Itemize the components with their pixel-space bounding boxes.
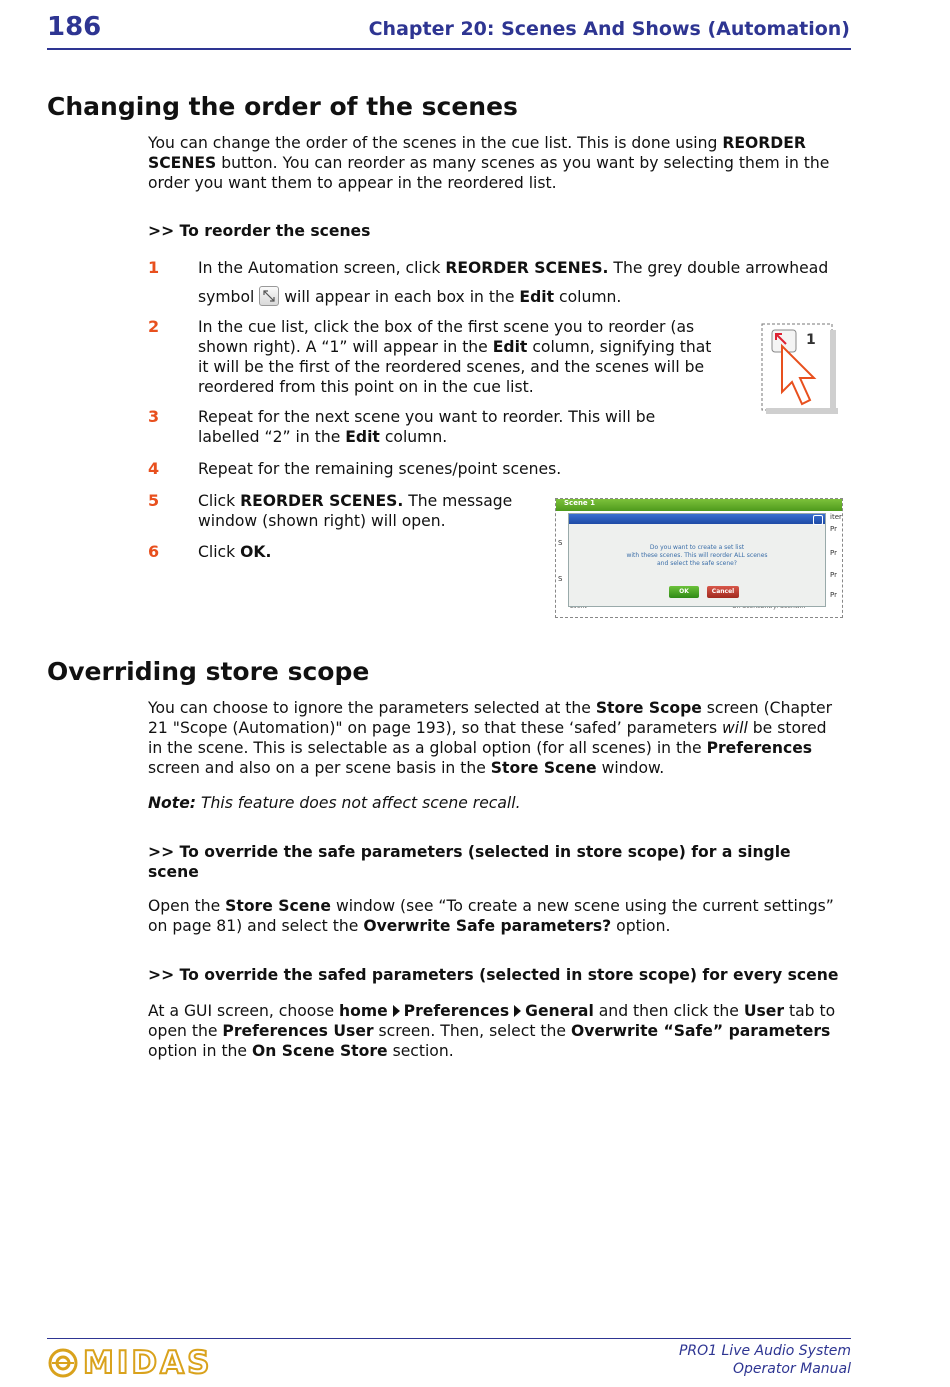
ok-button[interactable]: OK [669, 586, 699, 598]
step-number: 5 [148, 491, 160, 510]
step-1: 1 In the Automation screen, click REORDER SCENES. The grey double arrowhead symbol will appear in each box in the Edit column. [148, 258, 829, 306]
chapter-title: Chapter 20: Scenes And Shows (Automation) [368, 18, 850, 40]
menu-arrow-icon [393, 1005, 400, 1017]
procedure-title-single-scene: >> To override the safe parameters (selected in store scope) for a single scene [148, 843, 791, 881]
logo-text: MIDAS [83, 1345, 213, 1381]
store-scope-intro: You can choose to ignore the parameters selected at the Store Scope screen (Chapter 21 "Scope (Automation)" on page 193), so that these ‘safed’ parameters will be stored in the scene. This is selectable as a global option (for all scenes) in the Preferences screen and also on a per scene basis in the Store Scene window. [148, 699, 833, 777]
step-number: 3 [148, 407, 160, 426]
close-icon[interactable] [813, 515, 823, 525]
cursor-figure-label: 1 [806, 332, 816, 348]
header-rule [47, 48, 851, 50]
step-number: 1 [148, 258, 160, 277]
footer-manual: Operator Manual [733, 1361, 851, 1377]
step-number: 4 [148, 459, 160, 478]
every-scene-body: At a GUI screen, choose home Preferences General and then click the User tab to open the Preferences User screen. Then, select the Overwrite “Safe” parameters option in the On Scene Store section. [148, 1002, 836, 1060]
menu-arrow-icon [514, 1005, 521, 1017]
dialog-titlebar: Scene 1 [556, 499, 842, 511]
midas-logo [47, 1345, 247, 1381]
procedure-title-reorder: >> To reorder the scenes [148, 222, 371, 240]
note: Note: This feature does not affect scene recall. [148, 794, 521, 812]
single-scene-body: Open the Store Scene window (see “To create a new scene using the current settings” on page 81) and select the Overwrite Safe parameters? option. [148, 897, 834, 935]
cursor-edit-figure [758, 320, 842, 418]
message-window [568, 513, 826, 607]
double-arrowhead-icon [259, 286, 279, 306]
footer-product: PRO1 Live Audio System [678, 1343, 851, 1359]
step-number: 6 [148, 542, 160, 561]
cancel-button[interactable]: Cancel [707, 586, 739, 598]
reorder-intro: You can change the order of the scenes in the cue list. This is done using REORDER SCENES button. You can reorder as many scenes as you want by selecting them in the order you want them to appear in the reordered list. [148, 134, 830, 192]
section-title-reorder: Changing the order of the scenes [47, 92, 518, 121]
reorder-dialog-figure: Scene 1 S S iter Pr Pr Pr Pr Do you want to create a set list with these scenes. This will reorder ALL scenes and select the safe scene? OK Cancel [555, 498, 843, 618]
page-number: 186 [47, 12, 102, 42]
dialog-message: Do you want to create a set list with these scenes. This will reorder ALL scenes and select the safe scene? [626, 544, 768, 567]
section-title-store-scope: Overriding store scope [47, 657, 370, 686]
step-number: 2 [148, 317, 160, 336]
message-window-titlebar [569, 514, 825, 524]
note-label: Note: [148, 794, 197, 812]
footer-rule [47, 1338, 851, 1339]
procedure-title-every-scene: >> To override the safed parameters (selected in store scope) for every scene [148, 966, 839, 984]
